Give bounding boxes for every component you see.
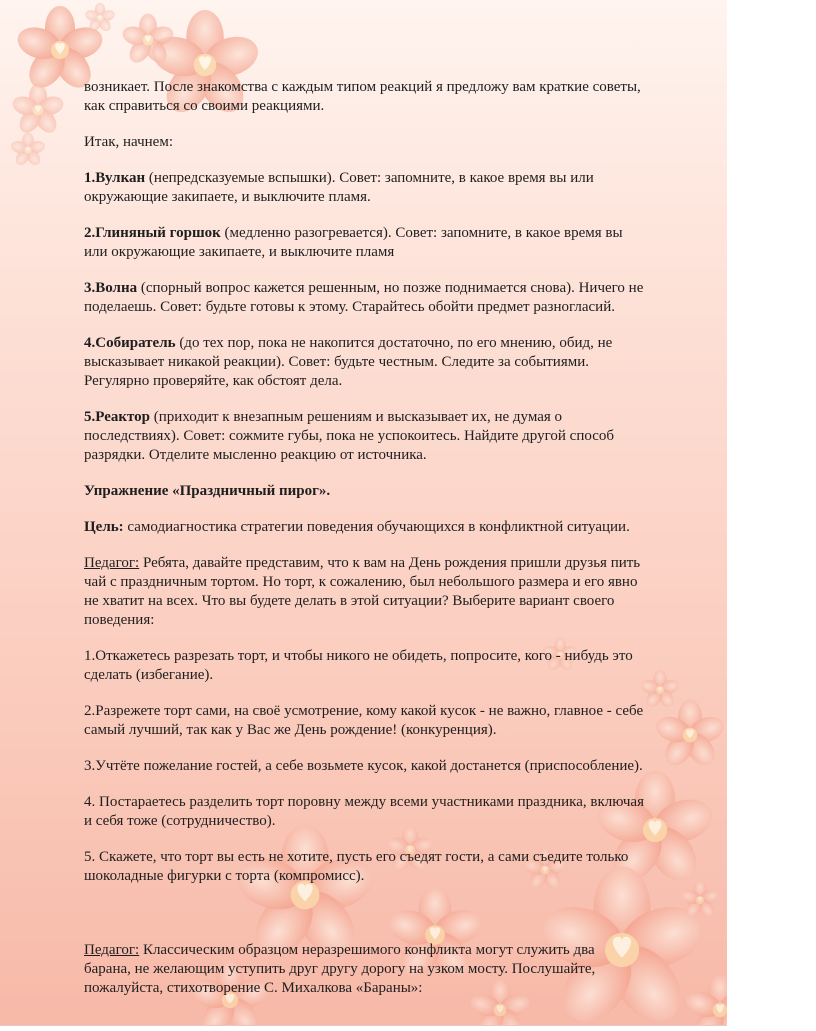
reaction-title: 2.Глиняный горшок [84, 225, 221, 241]
reaction-title: 3.Волна [84, 280, 138, 296]
teacher-paragraph-2 [84, 941, 644, 998]
reaction-text: (непредсказуемые вспышки). Совет: запомните, в какое время вы или окружающие закипаете, и выключите пламя. [84, 170, 594, 205]
option-3: 3.Учтёте пожелание гостей, а себе возьмете кусок, какой достанется (приспособление). [84, 758, 643, 774]
start-line: Итак, начнем: [84, 134, 173, 150]
exercise-title-text: Упражнение «Праздничный пирог». [84, 483, 331, 499]
reaction-type-5 [84, 408, 644, 465]
reaction-title: 1.Вулкан [84, 170, 146, 186]
reaction-title: 5.Реактор [84, 409, 151, 425]
document-text [84, 78, 644, 1015]
reaction-title: 4.Собиратель [84, 335, 176, 351]
reaction-text: (спорный вопрос кажется решенным, но позже поднимается снова). Ничего не поделаешь. Совет: будьте готовы к этому. Старайтесь обойти предмет разногласий. [84, 280, 644, 315]
reaction-type-1 [84, 169, 644, 207]
intro-paragraph: возникает. После знакомства с каждым типом реакций я предложу вам краткие советы, как справиться со своими реакциями. [84, 79, 641, 114]
goal-label: Цель: [84, 519, 124, 535]
reaction-text: (приходит к внезапным решениям и высказывает их, не думая о последствиях). Совет: сожмите губы, пока не успокоитесь. Найдите другой способ разрядки. Отделите мысленно реакцию от источника. [84, 409, 615, 463]
exercise-title [84, 482, 644, 501]
option-5: 5. Скажете, что торт вы есть не хотите, пусть его съедят гости, а сами съедите только шоколадные фигурки с торта (компромисс). [84, 849, 629, 884]
reaction-text: (медленно разогревается). Совет: запомните, в какое время вы или окружающие закипаете, и выключите пламя [84, 225, 623, 260]
teacher-label: Педагог: [84, 555, 140, 571]
reaction-type-2 [84, 224, 644, 262]
option-1: 1.Откажетесь разрезать торт, и чтобы никого не обидеть, попросите, кого - нибудь это сделать (избегание). [84, 648, 633, 683]
reaction-type-4 [84, 334, 644, 391]
goal-paragraph [84, 518, 644, 537]
option-4: 4. Постараетесь разделить торт поровну между всеми участниками праздника, включая и себя тоже (сотрудничество). [84, 794, 644, 829]
teacher-label: Педагог: [84, 942, 140, 958]
goal-text: самодиагностика стратегии поведения обучающихся в конфликтной ситуации. [123, 519, 630, 535]
teacher-text: Ребята, давайте представим, что к вам на День рождения пришли друзья пить чай с праздничным тортом. Но торт, к сожалению, был небольшого размера и его явно не хватит на всех. Что вы будете делать в этой ситуации? Выберите вариант своего поведения: [84, 555, 641, 628]
teacher-paragraph-1 [84, 554, 644, 630]
reaction-text: (до тех пор, пока не накопится достаточно, по его мнению, обид, не высказывает никакой реакции). Совет: будьте честным. Следите за событиями. Регулярно проверяйте, как обстоят дела. [84, 335, 613, 389]
option-2: 2.Разрежете торт сами, на своё усмотрение, кому какой кусок - не важно, главное - себе самый лучший, так как у Вас же День рождение! (конкуренция). [84, 703, 644, 738]
reaction-type-3 [84, 279, 644, 317]
teacher-text: Классическим образцом неразрешимого конфликта могут служить два барана, не желающим уступить друг другу дорогу на узком мосту. Послушайте, пожалуйста, стихотворение С. Михалкова «Бараны»: [84, 942, 596, 996]
